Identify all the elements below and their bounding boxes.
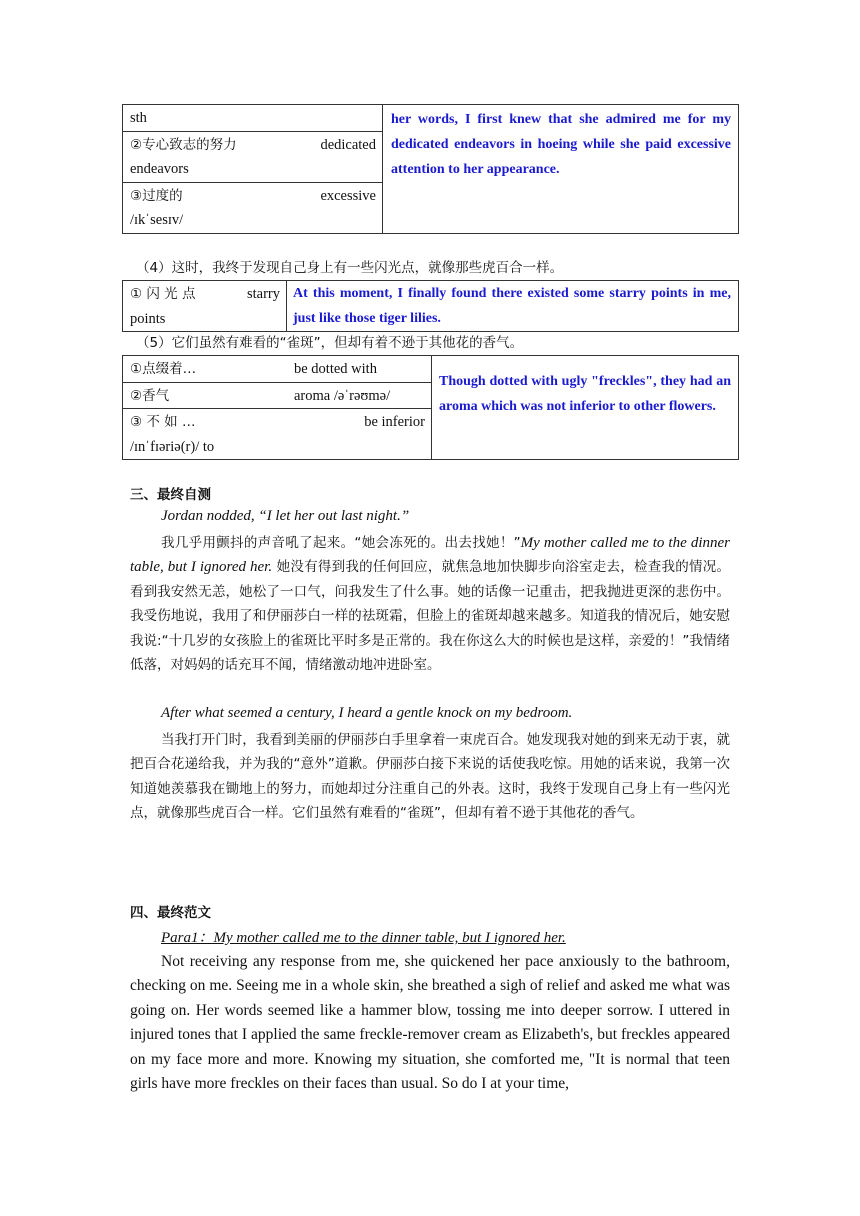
translation-cell <box>383 105 739 234</box>
vocab-table-4 <box>122 280 739 332</box>
translation-text: At this moment, I finally found there existed some starry points in me, just like those tiger lilies. <box>293 286 731 326</box>
term-en: starry <box>246 286 280 302</box>
term-cell <box>123 281 287 332</box>
term-cell <box>123 182 383 233</box>
item-5-prompt: （5）它们虽然有难看的“雀斑”，但却有着不逊于其他花的香气。 <box>136 335 524 351</box>
term-cell <box>123 409 432 460</box>
paragraph-cn-text: 我几乎用颤抖的声音吼了起来。“她会冻死的。出去找她！” <box>161 535 521 551</box>
section-3-paragraph-1 <box>130 531 730 677</box>
paragraph-en-italic: My mother called me to the dinner table, but I ignored her. <box>130 535 730 576</box>
section-3-opening-line: Jordan nodded, “I let her out last night.” <box>161 508 410 524</box>
translation-cell <box>287 281 739 332</box>
term-en: excessive <box>320 187 376 204</box>
item-4-prompt: （4）这时，我终于发现自己身上有一些闪光点，就像那些虎百合一样。 <box>136 260 564 276</box>
term-en-line2: points <box>130 310 166 327</box>
model-essay-body: Not receiving any response from me, she quickened her pace anxiously to the bathroom, checking on me. Seeing me in a whole skin, she breathed a sigh of relief and asked me what was going on. Her words seemed like a hammer blow, tossing me into deeper sorrow. I uttered in injured tones that I applied the same freckle-remover cream as Elizabeth's, but freckles appeared on my face more and more. Knowing my situation, she comforted me, "It is normal that teen girls have more freckles on their faces than usual. So do I at your time, <box>130 953 730 1093</box>
paragraph-cn-text: 她没有得到我的任何回应，就焦急地加快脚步向浴室走去，检查我的情况。看到我安然无恙，她松了一口气，问我发生了什么事。她的话像一记重击，把我抛进更深的悲伤中。我受伤地说，我用了和伊丽莎白一样的祛斑霜，但脸上的雀斑却越来越多。知道我的情况后，她安慰我说:“十几岁的女孩脸上的雀斑比平时多是正常的。我在你这么大的时候也是这样，亲爱的！”我情绪低落，对妈妈的话充耳不闻，情绪激动地冲进卧室。 <box>130 559 731 674</box>
term-cn: ① 闪 光 点 <box>130 286 196 302</box>
term-cn: ③ 不 如 … <box>130 414 196 430</box>
term-cn: ②香气 <box>130 387 170 404</box>
term-cn: ③过度的 <box>130 187 183 204</box>
term-cell <box>123 382 432 409</box>
term-cell <box>123 131 383 182</box>
term-en-line2: /ɪnˈfɪəriə(r)/ to <box>130 438 215 455</box>
translation-text: Though dotted with ugly "freckles", they had an aroma which was not inferior to other flowers. <box>439 374 731 414</box>
term-en-line2: /ɪkˈsesɪv/ <box>130 212 184 228</box>
translation-text: her words, I first knew that she admired me for my dedicated endeavors in hoeing while she paid excessive attention to her appearance. <box>391 112 731 177</box>
section-3-paragraph-2: 当我打开门时，我看到美丽的伊丽莎白手里拿着一束虎百合。她发现我对她的到来无动于衷，就把百合花递给我，并为我的“意外”道歉。伊丽莎白接下来说的话使我吃惊。用她的话来说，我第一次知道她羡慕我在锄地上的努力，而她却过分注重自己的外表。这时，我终于发现自己身上有一些闪光点，就像那些虎百合一样。它们虽然有难看的“雀斑”，但却有着不逊于其他花的香气。 <box>130 732 730 822</box>
term-cell <box>123 356 432 383</box>
term-cn: ②专心致志的努力 <box>130 136 237 153</box>
term-text: sth <box>130 110 147 126</box>
para1-label: Para1：My mother called me to the dinner table, but I ignored her. <box>161 930 566 946</box>
section-3-heading: 三、最终自测 <box>130 487 211 503</box>
term-en-line2: endeavors <box>130 161 189 177</box>
section-3-second-line: After what seemed a century, I heard a gentle knock on my bedroom. <box>161 705 573 721</box>
vocab-table-5 <box>122 355 739 460</box>
term-cn: ①点缀着… <box>130 361 197 377</box>
term-en: dedicated <box>320 136 376 153</box>
term-en: be dotted with <box>294 361 377 377</box>
vocab-table-3 <box>122 104 739 234</box>
term-en: be inferior <box>364 414 425 430</box>
term-cell <box>123 105 383 132</box>
section-4-heading: 四、最终范文 <box>130 905 211 921</box>
translation-cell <box>432 356 739 460</box>
term-en: aroma /əˈrəʊmə/ <box>294 387 391 404</box>
